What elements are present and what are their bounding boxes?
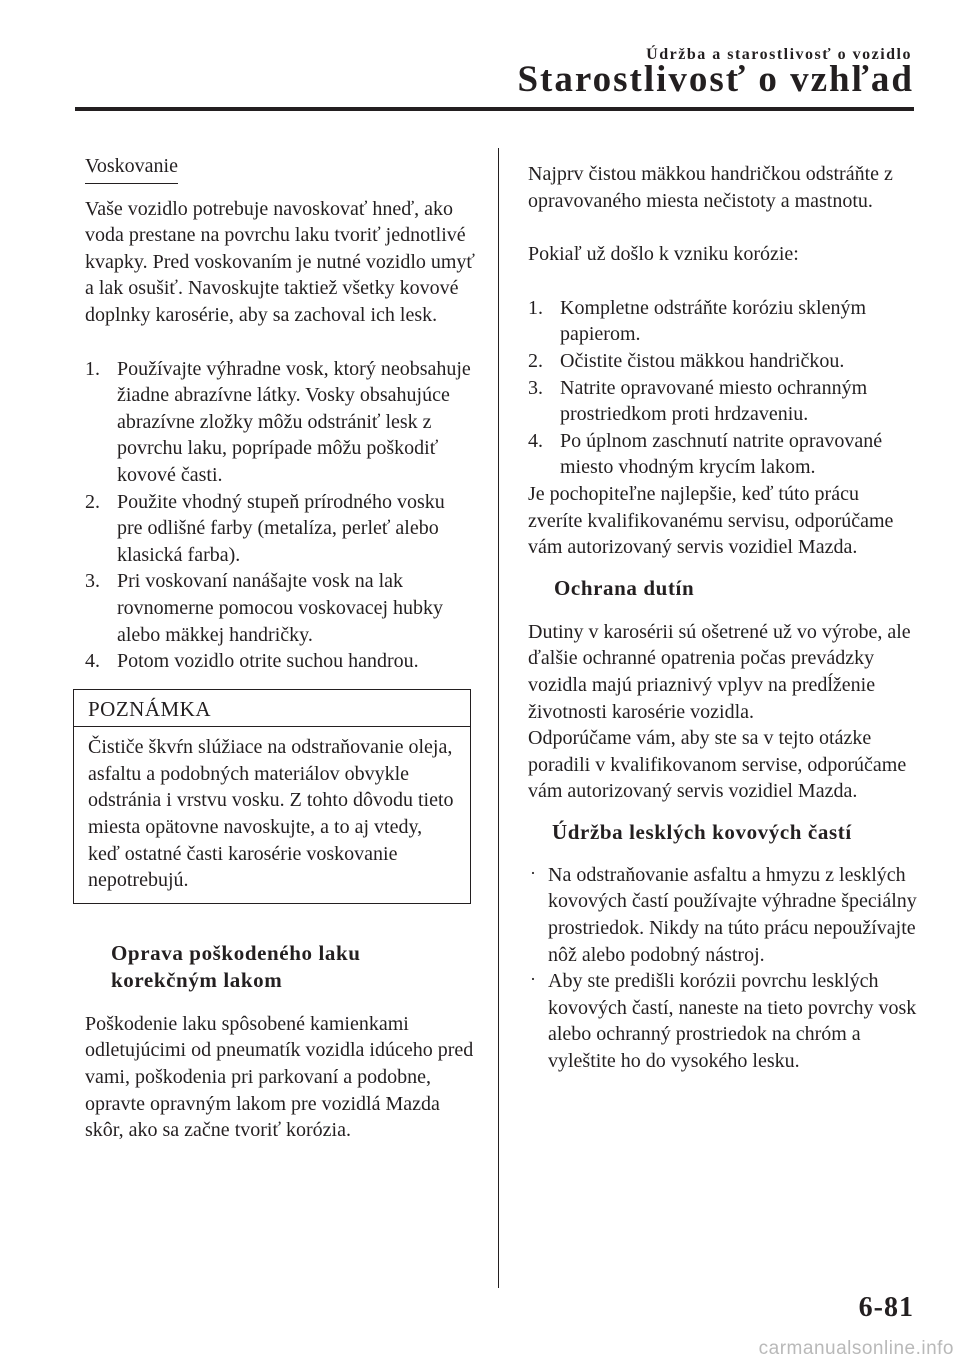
step-text: Očistite čistou mäkkou handričkou. <box>560 349 845 372</box>
bullet-icon: · <box>530 862 536 883</box>
column-divider <box>498 148 499 1288</box>
service-text: Je pochopiteľne najlepšie, keď túto prácu zveríte kvalifikovanému servisu, odporúčame vám autorizovaný servis vozidiel Mazda. <box>528 482 894 559</box>
corrosion-intro: Pokiaľ už došlo k vzniku korózie: <box>528 243 799 266</box>
list-item <box>85 648 475 675</box>
step-number: 4. <box>528 429 543 452</box>
step-text: Natrite opravované miesto ochranným prostriedkom proti hrdzaveniu. <box>560 376 868 426</box>
note-title: POZNÁMKA <box>74 690 470 728</box>
chapter-subtitle: Údržba a starostlivosť o vozidlo <box>646 46 912 63</box>
right-column <box>528 161 918 1075</box>
waxing-heading: Voskovanie <box>85 153 178 184</box>
bullet-text: Na odstraňovanie asfaltu a hmyzu z lesklých kovových častí používajte výhradne špeciálny prostriedok. Nikdy na túto prácu nepoužívajte nôž alebo podobný nástroj. <box>548 863 917 966</box>
list-item <box>528 295 918 348</box>
list-item <box>528 428 918 481</box>
header-rule <box>75 107 914 111</box>
note-text: Čističe škvŕn slúžiace na odstraňovanie oleja, asfaltu a podobných materiálov obvykle odstránia i vrstvu vosku. Z tohto dôvodu tieto miesta opätovne navoskujte, a to aj vtedy, keď ostatné časti karosérie voskovanie nepotrebujú. <box>88 736 454 892</box>
step-text: Používajte výhradne vosk, ktorý neobsahuje žiadne abrazívne látky. Vosky obsahujúce abrazívne zložky môžu odstrániť lesk z povrchu laku, poprípade môžu poškodiť kovové časti. <box>117 357 471 486</box>
watermark: carmanualsonline.info <box>758 1338 954 1359</box>
step-number: 3. <box>528 376 543 399</box>
note-box <box>73 689 471 904</box>
step-text: Použite vhodný stupeň prírodného vosku pre odlišné farby (metalíza, perleť alebo klasická farba). <box>117 490 445 566</box>
bullet-icon: · <box>530 969 536 990</box>
step-number: 3. <box>85 570 100 593</box>
page-title: Starostlivosť o vzhľad <box>517 59 914 100</box>
metal-heading: Údržba lesklých kovových častí <box>552 819 852 844</box>
cavity-text-2: Odporúčame vám, aby ste sa v tejto otázke poradili v kvalifikovanom servise, odporúčame vám autorizovaný servis vozidiel Mazda. <box>528 727 907 803</box>
step-number: 4. <box>85 650 100 673</box>
step-number: 2. <box>528 349 543 372</box>
step-text: Pri voskovaní nanášajte vosk na lak rovnomerne pomocou voskovacej hubky alebo mäkkej handričky. <box>117 570 444 646</box>
metal-bullets <box>528 862 918 1075</box>
step-number: 1. <box>85 357 100 380</box>
step-text: Kompletne odstráňte koróziu skleným papierom. <box>560 296 867 346</box>
list-item <box>528 348 918 375</box>
cavity-heading: Ochrana dutín <box>554 575 695 600</box>
repair-text: Poškodenie laku spôsobené kamienkami odletujúcimi od pneumatík vozidla idúceho pred vami, poškodenia pri parkovaní a podobne, opravte opravným lakom pre vozidlá Mazda skôr, ako sa začne tvoriť korózia. <box>85 1012 474 1142</box>
left-column <box>85 153 475 1144</box>
corrosion-steps <box>528 295 918 481</box>
list-item <box>85 489 475 569</box>
repair-heading-line1: Oprava poškodeného laku <box>111 940 361 965</box>
cavity-text-1: Dutiny v karosérii sú ošetrené už vo výrobe, ale ďalšie ochranné opatrenia počas prevádzky vozidla majú priaznivý vplyv na predĺženie životnosti karosérie vozidla. <box>528 620 911 723</box>
list-item <box>85 356 475 489</box>
bullet-text: Aby ste predišli korózii povrchu lesklých kovových častí, naneste na tieto povrchy vosk alebo ochranný prostriedok na chróm a vyleštite ho do vysokého lesku. <box>548 970 917 1073</box>
step-text: Potom vozidlo otrite suchou handrou. <box>117 650 419 673</box>
step-number: 1. <box>528 296 543 319</box>
list-item <box>528 968 918 1074</box>
list-item <box>528 375 918 428</box>
waxing-steps <box>85 356 475 675</box>
step-text: Po úplnom zaschnutí natrite opravované miesto vhodným krycím lakom. <box>560 429 883 479</box>
list-item <box>85 568 475 648</box>
list-item <box>528 862 918 968</box>
waxing-intro: Vaše vozidlo potrebuje navoskovať hneď, ako voda prestane na povrchu laku tvoriť jednotlivé kvapky. Pred voskovaním je nutné vozidlo umyť a lak osušiť. Navoskujte taktiež všetky kovové doplnky karosérie, aby sa zachoval ich lesk. <box>85 197 475 326</box>
step-number: 2. <box>85 490 100 513</box>
clean-text: Najprv čistou mäkkou handričkou odstráňte z opravovaného miesta nečistoty a mastnotu. <box>528 163 893 212</box>
page-number: 6-81 <box>858 1292 914 1323</box>
repair-heading <box>111 940 475 994</box>
repair-heading-line2: korekčným lakom <box>111 967 283 992</box>
